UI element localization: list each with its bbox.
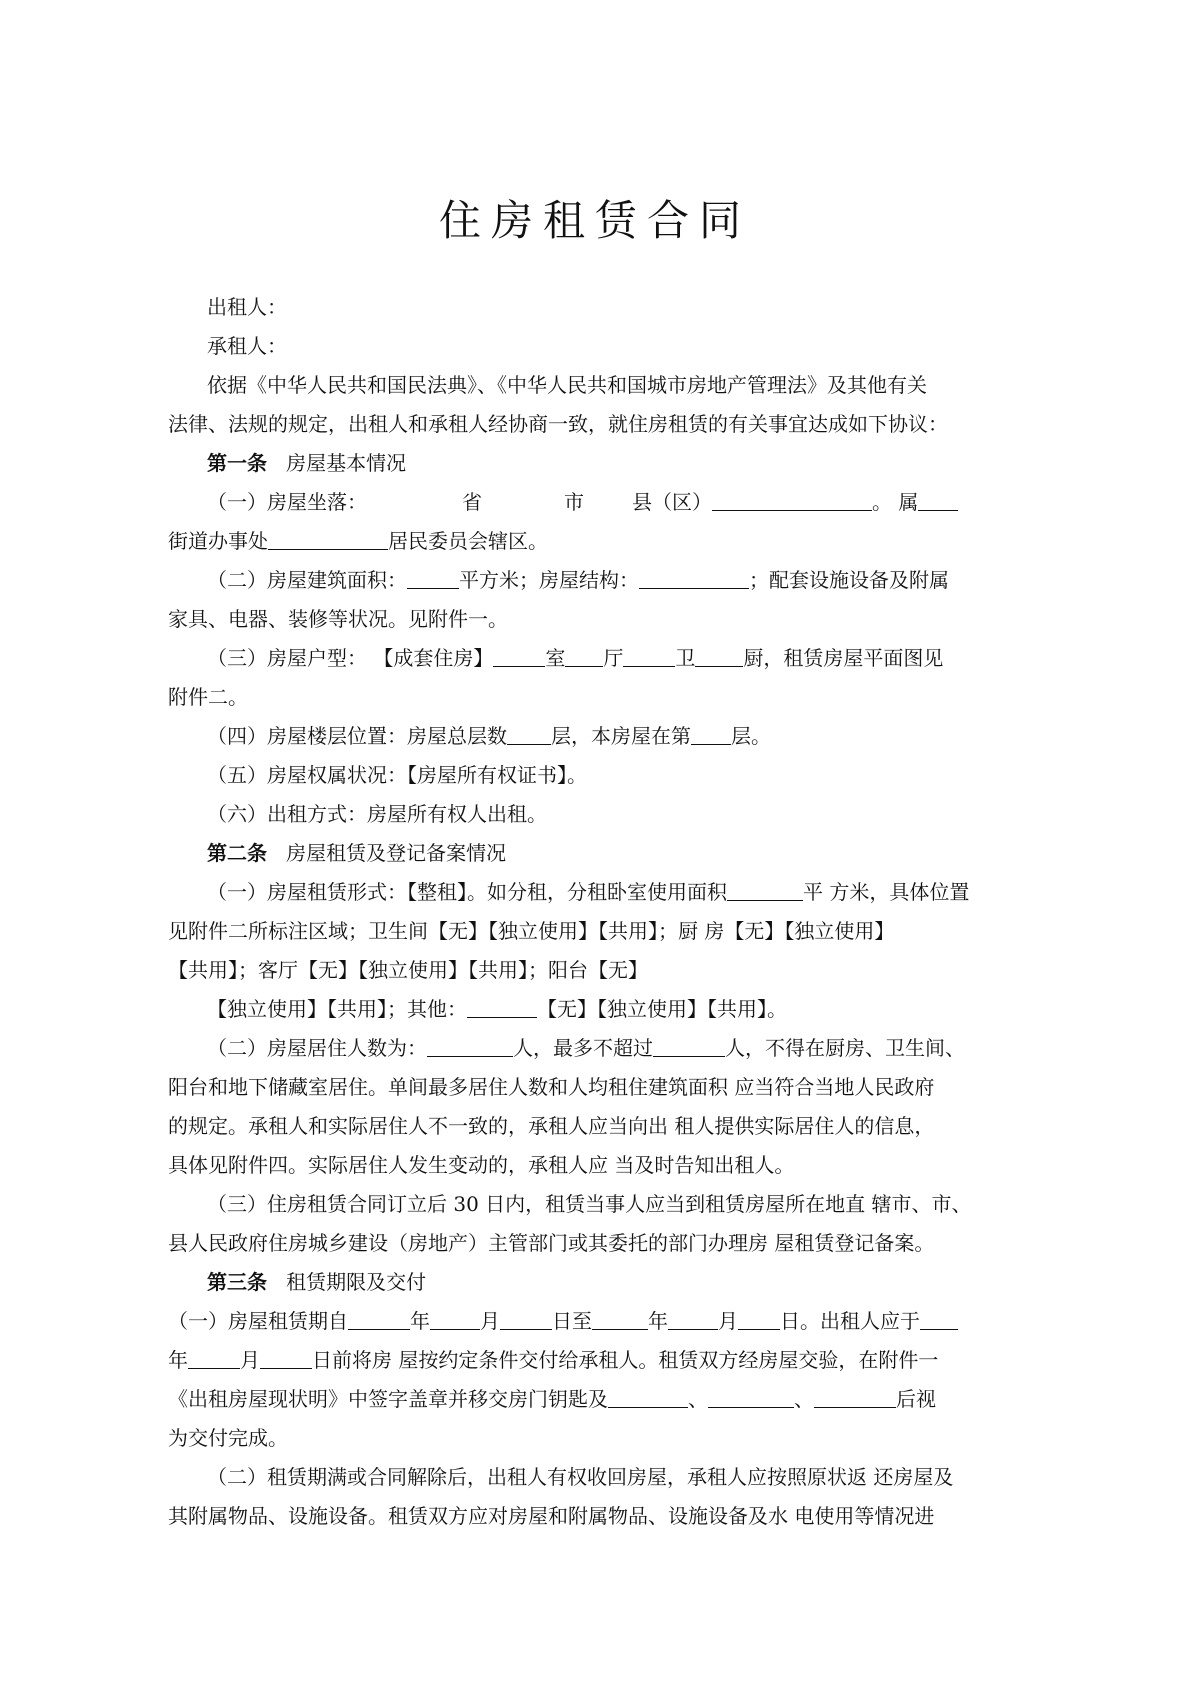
residents-rule: 人，不得在厨房、卫生间、 bbox=[725, 1036, 965, 1060]
floors-label: （四）房屋楼层位置：房屋总层数 bbox=[207, 724, 507, 748]
rental-form-label: （一）房屋租赁形式：【整租】。如分租，分租卧室使用面积 bbox=[207, 880, 727, 904]
structure-blank bbox=[639, 568, 749, 589]
art1-item3-line2: 附件二。 bbox=[168, 685, 248, 709]
baths-blank bbox=[623, 646, 675, 667]
start-day-unit: 日至 bbox=[552, 1309, 592, 1333]
other-blank bbox=[467, 997, 537, 1018]
city-label: 市 bbox=[564, 490, 584, 514]
residents-blank bbox=[427, 1036, 513, 1057]
art2-item1-line2: 见附件二所标注区域；卫生间【无】【独立使用】【共用】；厨 房【无】【独立使用】 bbox=[168, 919, 895, 943]
kitchens-blank bbox=[695, 646, 743, 667]
preamble-line-2: 法律、法规的规定，出租人和承租人经协商一致，就住房租赁的有关事宜达成如下协议： bbox=[168, 412, 948, 436]
start-day-blank bbox=[500, 1309, 552, 1330]
area-unit: 平 方米，具体位置 bbox=[803, 880, 970, 904]
lessor-line bbox=[207, 293, 287, 321]
art1-item1-line1 bbox=[207, 488, 958, 516]
art3-item1-line2 bbox=[168, 1346, 938, 1374]
art2-item3-line2: 县人民政府住房城乡建设（房地产）主管部门或其委托的部门办理房 屋租赁登记备案。 bbox=[168, 1231, 935, 1255]
art1-item4 bbox=[207, 722, 771, 750]
art1-item2-line1 bbox=[207, 566, 949, 594]
art3-item1-line1 bbox=[168, 1307, 958, 1335]
start-year-unit: 年 bbox=[410, 1309, 430, 1333]
document-title: 住房租赁合同 bbox=[438, 196, 751, 245]
art2-item3-line1: （三）住房租赁合同订立后 30 日内，租赁当事人应当到租赁房屋所在地直 辖市、市、 bbox=[207, 1192, 972, 1216]
art1-item2-line2: 家具、电器、装修等状况。见附件一。 bbox=[168, 607, 508, 631]
delivery-month-blank bbox=[188, 1348, 240, 1369]
art2-item2-line2: 阳台和地下储藏室居住。单间最多居住人数和人均租住建筑面积 应当符合当地人民政府 bbox=[168, 1075, 935, 1099]
article-1-title: 房屋基本情况 bbox=[286, 451, 407, 475]
area-label: （二）房屋建筑面积： bbox=[207, 568, 407, 592]
end-year-blank bbox=[592, 1309, 648, 1330]
end-day-blank bbox=[738, 1309, 780, 1330]
lessor-label: 出租人： bbox=[207, 295, 287, 319]
start-month-unit: 月 bbox=[480, 1309, 500, 1333]
total-floors-blank bbox=[507, 724, 551, 745]
belongs-label: 。 属 bbox=[872, 490, 919, 514]
subdistrict-label: 街道办事处 bbox=[168, 529, 268, 553]
article-1-number: 第一条 bbox=[207, 451, 267, 475]
bedroom-area-blank bbox=[727, 880, 803, 901]
halls-blank bbox=[565, 646, 603, 667]
art3-item2-line1: （二）租赁期满或合同解除后，出租人有权收回房屋，承租人应按照原状返 还房屋及 bbox=[207, 1465, 954, 1489]
keys-blank-2 bbox=[708, 1387, 794, 1408]
other-options: 【无】【独立使用】【共用】。 bbox=[537, 997, 787, 1021]
floor-unit: 层。 bbox=[731, 724, 771, 748]
subdistrict-blank bbox=[268, 529, 388, 550]
facilities-label: ；配套设施设备及附属 bbox=[749, 568, 949, 592]
delivery-year-unit: 年 bbox=[168, 1348, 188, 1372]
floor-blank bbox=[691, 724, 731, 745]
keys-tail: 后视 bbox=[896, 1387, 936, 1411]
delivery-text: 日前将房 屋按约定条件交付给承租人。租赁双方经房屋交验，在附件一 bbox=[312, 1348, 939, 1372]
end-month-unit: 月 bbox=[718, 1309, 738, 1333]
art1-item5: （五）房屋权属状况：【房屋所有权证书】。 bbox=[207, 763, 587, 787]
art2-item2-line3: 的规定。承租人和实际居住人不一致的，承租人应当向出 租人提供实际居住人的信息， bbox=[168, 1114, 935, 1138]
delivery-month-unit: 月 bbox=[240, 1348, 260, 1372]
keys-sep-1: 、 bbox=[688, 1387, 708, 1411]
article-3-heading bbox=[207, 1268, 426, 1296]
term-label: （一）房屋租赁期自 bbox=[168, 1309, 348, 1333]
art2-item2-line1 bbox=[207, 1034, 965, 1062]
other-label: 【独立使用】【共用】；其他： bbox=[207, 997, 467, 1021]
art3-item1-line4: 为交付完成。 bbox=[168, 1426, 288, 1450]
end-month-blank bbox=[668, 1309, 718, 1330]
delivery-day-blank bbox=[260, 1348, 312, 1369]
preamble-line-1: 依据《中华人民共和国民法典》、《中华人民共和国城市房地产管理法》及其他有关 bbox=[207, 373, 927, 397]
max-residents-label: 人，最多不超过 bbox=[513, 1036, 653, 1060]
art3-item1-line3 bbox=[168, 1385, 936, 1413]
art1-item6: （六）出租方式：房屋所有权人出租。 bbox=[207, 802, 547, 826]
rooms-unit: 室 bbox=[545, 646, 566, 670]
halls-unit: 厅 bbox=[603, 646, 624, 670]
residents-label: （二）房屋居住人数为： bbox=[207, 1036, 427, 1060]
baths-unit: 卫 bbox=[675, 646, 696, 670]
art2-item1-line1 bbox=[207, 878, 969, 906]
art1-item1-line2 bbox=[168, 527, 548, 555]
rooms-blank bbox=[493, 646, 545, 667]
delivery-year-blank bbox=[920, 1309, 958, 1330]
layout-label: （三）房屋户型： 【成套住房】 bbox=[207, 646, 494, 670]
lessee-label: 承租人： bbox=[207, 334, 287, 358]
article-2-heading bbox=[207, 839, 506, 867]
floor-label: 层，本房屋在第 bbox=[551, 724, 691, 748]
max-residents-blank bbox=[653, 1036, 725, 1057]
art1-item3-line1 bbox=[207, 644, 943, 672]
lessee-line bbox=[207, 332, 287, 360]
art3-item2-line2: 其附属物品、设施设备。租赁双方应对房屋和附属物品、设施设备及水 电使用等情况进 bbox=[168, 1504, 935, 1528]
keys-sep-2: 、 bbox=[794, 1387, 814, 1411]
location-label: （一）房屋坐落： bbox=[207, 490, 367, 514]
article-3-title: 租赁期限及交付 bbox=[286, 1270, 427, 1294]
art2-item1-line3: 【共用】；客厅【无】【独立使用】【共用】；阳台【无】 bbox=[168, 958, 648, 982]
start-month-blank bbox=[430, 1309, 480, 1330]
article-2-title: 房屋租赁及登记备案情况 bbox=[286, 841, 507, 865]
delivery-label: 日。出租人应于 bbox=[780, 1309, 920, 1333]
belongs-blank bbox=[918, 490, 958, 511]
county-label: 县（区） bbox=[632, 490, 712, 514]
keys-label: 《出租房屋现状明》中签字盖章并移交房门钥匙及 bbox=[168, 1387, 608, 1411]
keys-blank-1 bbox=[608, 1387, 688, 1408]
keys-blank-3 bbox=[814, 1387, 896, 1408]
art2-item2-line4: 具体见附件四。实际居住人发生变动的，承租人应 当及时告知出租人。 bbox=[168, 1153, 795, 1177]
structure-label: 平方米；房屋结构： bbox=[459, 568, 639, 592]
committee-label: 居民委员会辖区。 bbox=[388, 529, 548, 553]
province-label: 省 bbox=[462, 490, 482, 514]
art2-item1-line4 bbox=[207, 995, 787, 1023]
end-year-unit: 年 bbox=[648, 1309, 668, 1333]
address-blank bbox=[712, 490, 872, 511]
article-2-number: 第二条 bbox=[207, 841, 267, 865]
kitchens-unit: 厨，租赁房屋平面图见 bbox=[743, 646, 944, 670]
article-1-heading bbox=[207, 449, 406, 477]
area-blank bbox=[407, 568, 459, 589]
start-year-blank bbox=[348, 1309, 410, 1330]
article-3-number: 第三条 bbox=[207, 1270, 267, 1294]
